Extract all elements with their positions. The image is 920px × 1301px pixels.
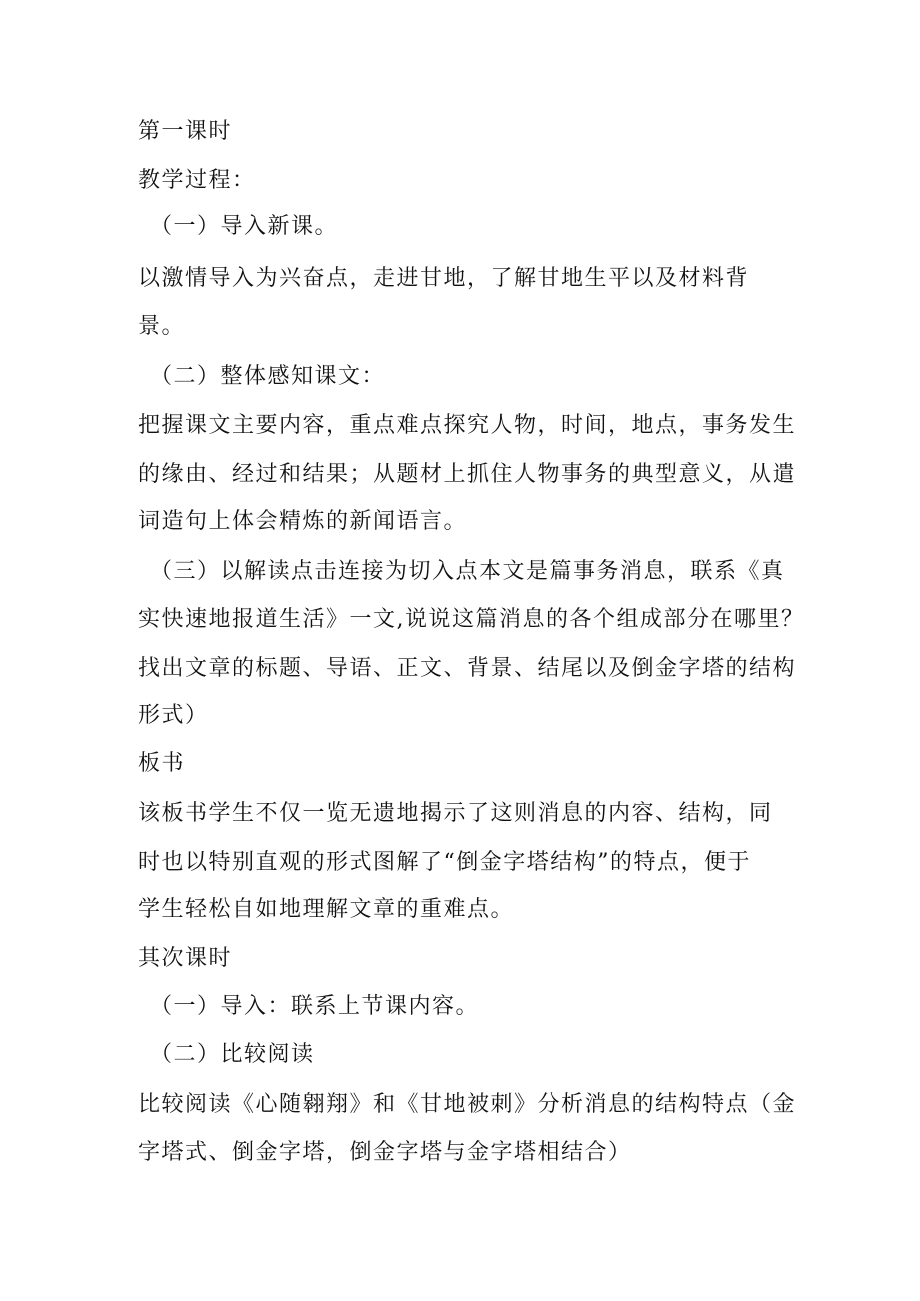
step-two-heading: （二）比较阅读 <box>150 1042 315 1067</box>
paragraph-line: 该板书学生不仅一览无遗地揭示了这则消息的内容、结构，同 <box>138 801 773 826</box>
step-two-heading: （二）整体感知课文： <box>150 364 386 389</box>
paragraph-line: 景。 <box>138 314 186 339</box>
blackboard-heading: 板书 <box>138 751 186 776</box>
paragraph-line: 比较阅读《心随翱翔》和《甘地被刺》分析消息的结构特点（金 <box>138 1092 797 1117</box>
paragraph-line: 时也以特别直观的形式图解了“倒金字塔结构”的特点，便于 <box>138 850 751 875</box>
paragraph-line: 把握课文主要内容，重点难点探究人物，时间，地点，事务发生 <box>138 413 797 438</box>
paragraph-line: 的缘由、经过和结果；从题材上抓住人物事务的典型意义，从遣 <box>138 462 797 487</box>
paragraph-line: 以激情导入为兴奋点，走进甘地，了解甘地生平以及材料背 <box>138 266 750 291</box>
paragraph-line: 形式） <box>138 703 209 728</box>
section-heading-lesson-two: 其次课时 <box>138 946 233 971</box>
step-one-heading: （一）导入新课。 <box>150 214 339 239</box>
step-three-heading: （三）以解读点击连接为切入点本文是篇事务消息，联系《真 <box>150 559 785 584</box>
paragraph-line: 字塔式、倒金字塔，倒金字塔与金字塔相结合） <box>138 1140 632 1165</box>
paragraph-line: 找出文章的标题、导语、正文、背景、结尾以及倒金字塔的结构 <box>138 656 797 681</box>
paragraph-line: 学生轻松自如地理解文章的重难点。 <box>138 897 515 922</box>
step-one-heading: （一）导入：联系上节课内容。 <box>150 994 480 1019</box>
teaching-process-heading: 教学过程： <box>138 168 256 193</box>
paragraph-line: 实快速地报道生活》一文,说说这篇消息的各个组成部分在哪里？ <box>138 607 805 632</box>
section-heading-lesson-one: 第一课时 <box>138 119 233 144</box>
paragraph-line: 词造句上体会精炼的新闻语言。 <box>138 509 468 534</box>
